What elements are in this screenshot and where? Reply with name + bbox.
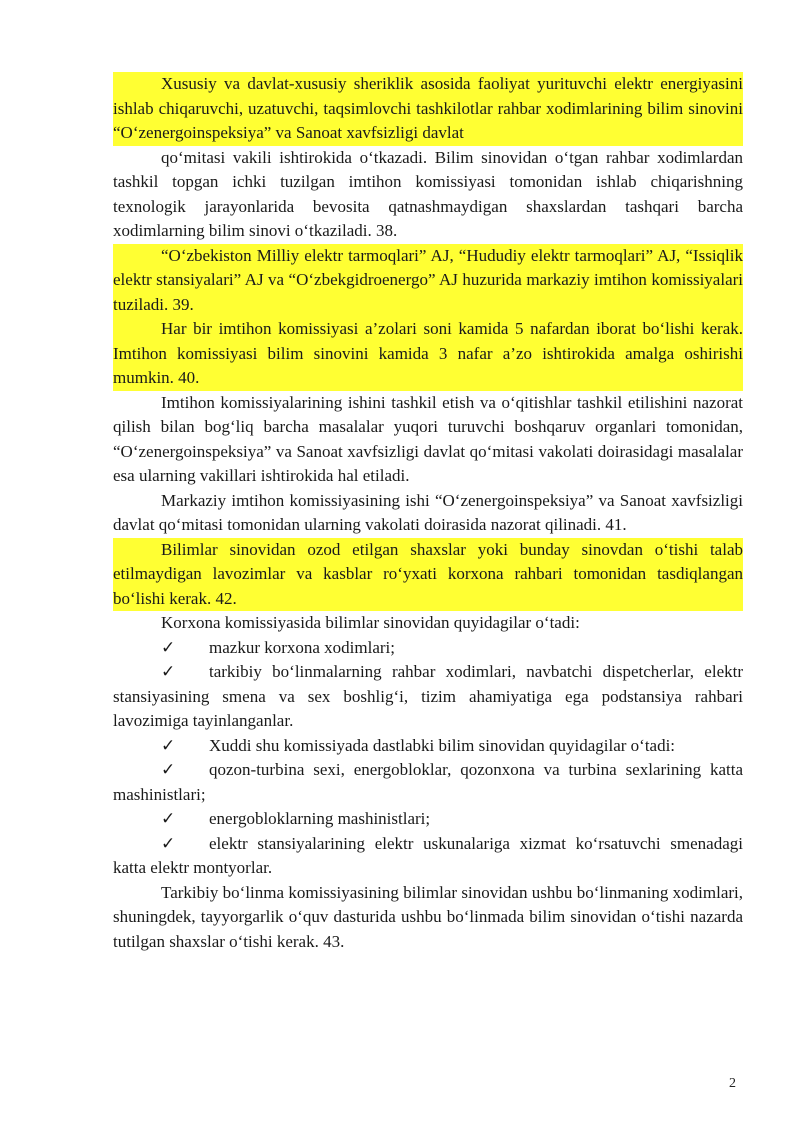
- paragraph-highlighted: “O‘zbekiston Milliy elektr tarmoqlari” AJ, “Hududiy elektr tarmoqlari” AJ, “Issiqlik elektr stansiyalari” AJ va “O‘zbekgidroenergo” AJ huzurida markaziy imtihon komissiyalari tuziladi. 39.: [113, 244, 743, 318]
- paragraph: Markaziy imtihon komissiyasining ishi “O‘zenergoinspeksiya” va Sanoat xavfsizligi davlat qo‘mitasi tomonidan ularning vakolati doirasida nazorat qilinadi. 41.: [113, 490, 743, 534]
- checkmark-icon: ✓: [161, 833, 176, 853]
- checklist-item: [113, 758, 743, 807]
- checklist-item: [113, 636, 743, 661]
- checklist-item: [113, 832, 743, 881]
- checklist-item: [113, 660, 743, 734]
- checkmark-icon: ✓: [161, 809, 176, 828]
- checklist-item-text: mazkur korxona xodimlari;: [209, 637, 396, 657]
- checklist-item-text: tarkibiy bo‘linmalarning rahbar xodimlari, navbatchi dispetcherlar, elektr stansiyasining smena va sex boshlig‘i, tizim ahamiyatiga ega podstansiya rahbari lavozimiga tayinlanganlar.: [113, 662, 743, 730]
- paragraph: Korxona komissiyasida bilimlar sinovidan quyidagilar o‘tadi:: [161, 613, 580, 632]
- paragraph-highlighted: Har bir imtihon komissiyasi a’zolari soni kamida 5 nafardan iborat bo‘lishi kerak. Imtihon komissiyasi bilim sinovini kamida 3 nafar a’zo ishtirokida amalga oshirishi mumkin. 40.: [113, 317, 743, 391]
- checklist-item-text: energobloklarning mashinistlari;: [209, 809, 431, 828]
- checklist-item: [113, 807, 743, 832]
- document-body: [113, 72, 743, 954]
- paragraph-highlighted: Xususiy va davlat-xususiy sheriklik asosida faoliyat yurituvchi elektr energiyasini ishlab chiqaruvchi, uzatuvchi, taqsimlovchi tashkilotlar rahbar xodimlarining bilim sinovini “O‘zenergoinspeksiya” va Sanoat xavfsizligi davlat: [113, 72, 743, 146]
- checklist-item-text: elektr stansiyalarining elektr uskunalariga xizmat ko‘rsatuvchi smenadagi katta elektr montyorlar.: [113, 833, 743, 877]
- checklist-item-text: Xuddi shu komissiyada dastlabki bilim sinovidan quyidagilar o‘tadi:: [209, 735, 676, 755]
- paragraph-highlighted: Bilimlar sinovidan ozod etilgan shaxslar yoki bunday sinovdan o‘tishi talab etilmaydigan lavozimlar va kasblar ro‘yxati korxona rahbari tomonidan tasdiqlangan bo‘lishi kerak. 42.: [113, 538, 743, 612]
- checkmark-icon: ✓: [161, 662, 176, 681]
- checkmark-icon: ✓: [161, 637, 176, 657]
- checkmark-icon: ✓: [161, 760, 176, 779]
- page-number: 2: [729, 1076, 736, 1091]
- checkmark-icon: ✓: [161, 735, 176, 755]
- paragraph: Imtihon komissiyalarining ishini tashkil etish va o‘qitishlar tashkil etilishini nazorat qilish bilan bog‘liq barcha masalalar yuqori turuvchi boshqaruv organlari tomonidan, “O‘zenergoinspeksiya” va Sanoat xavfsizligi davlat qo‘mitasi vakolati doirasidagi masalalar esa ularning vakillari ishtirokida hal etiladi.: [113, 392, 743, 485]
- closing-paragraph: Tarkibiy bo‘linma komissiyasining bilimlar sinovidan ushbu bo‘linmaning xodimlari, shuningdek, tayyorgarlik o‘quv dasturida ushbu bo‘linmada bilim sinovidan o‘tishi nazarda tutilgan shaxslar o‘tishi kerak. 43.: [113, 882, 743, 951]
- checklist-item: [113, 734, 743, 759]
- paragraph: qo‘mitasi vakili ishtirokida o‘tkazadi. Bilim sinovidan o‘tgan rahbar xodimlardan tashkil topgan ichki tuzilgan imtihon komissiyasi tomonidan ishlab chiqarishning texnologik jarayonlarida bevosita qatnashmaydigan shaxslardan tashqari barcha xodimlarning bilim sinovi o‘tkaziladi. 38.: [113, 147, 743, 240]
- checklist-item-text: qozon-turbina sexi, energobloklar, qozonxona va turbina sexlarining katta mashinistlari;: [113, 760, 743, 804]
